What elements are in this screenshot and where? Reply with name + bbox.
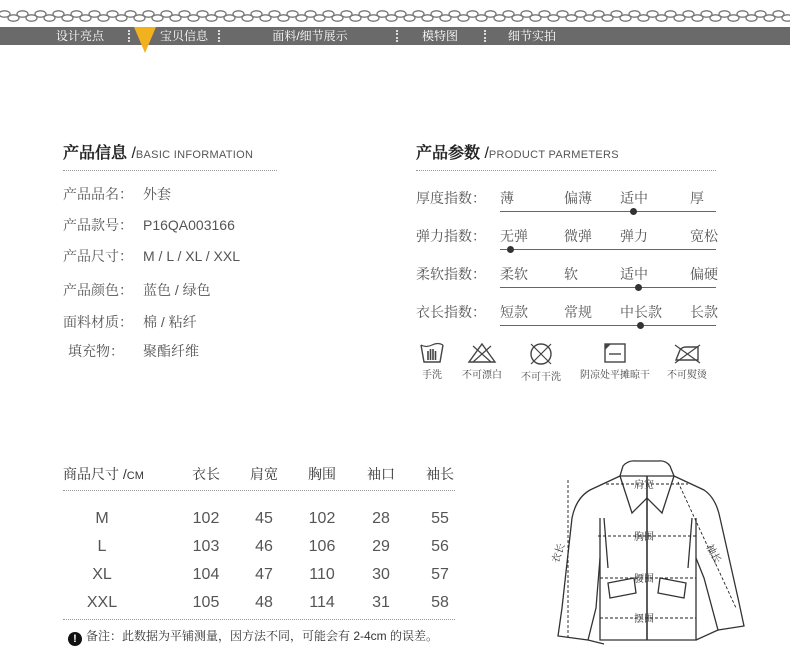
size-value: 47 [255, 566, 273, 583]
chain-border [0, 6, 790, 26]
param-option: 中长款 [620, 304, 662, 320]
divider [63, 619, 455, 620]
info-row-name: 产品品名： 外套 [63, 186, 171, 202]
shade-dry-flat-icon [603, 342, 627, 364]
size-col-chest: 胸围 [308, 466, 336, 482]
size-value: 48 [255, 594, 273, 611]
info-row-color: 产品颜色： 蓝色 / 绿色 [63, 282, 211, 298]
info-row-size: 产品尺寸： M / L / XL / XXL [63, 248, 241, 264]
param-option: 长款 [690, 304, 718, 320]
size-value: 57 [431, 566, 449, 583]
param-option: 宽松 [690, 228, 718, 244]
size-value: 46 [255, 538, 273, 555]
no-iron-icon [672, 342, 702, 364]
param-scale-line [500, 325, 716, 326]
param-row [416, 188, 726, 218]
no-bleach-icon [467, 342, 497, 364]
param-scale-line [500, 249, 716, 250]
diagram-label-shoulder: 肩宽 [634, 480, 654, 491]
param-label: 衣长指数： [416, 304, 486, 320]
param-row [416, 302, 726, 332]
size-col-length: 衣长 [192, 466, 220, 482]
active-tab-marker [134, 27, 156, 53]
info-row-style-no: 产品款号： P16QA003166 [63, 217, 235, 233]
divider [416, 170, 716, 171]
nav-divider [128, 30, 130, 42]
basic-info-subtitle: BASIC INFORMATION [135, 149, 254, 161]
param-option: 柔软 [500, 266, 528, 282]
size-col-cuff: 袖口 [367, 466, 395, 482]
info-row-material: 面料材质： 棉 / 粘纤 [63, 314, 197, 330]
size-label: L [97, 538, 107, 555]
care-hand-wash: 手洗 [416, 342, 448, 381]
size-value: 114 [309, 594, 335, 611]
nav-divider [396, 30, 398, 42]
size-value: 28 [372, 510, 390, 527]
alert-icon: ! [68, 632, 82, 646]
param-label: 柔软指数： [416, 266, 486, 282]
param-scale-line [500, 287, 716, 288]
size-value: 102 [308, 510, 336, 527]
size-value: 55 [431, 510, 449, 527]
size-value: 58 [431, 594, 449, 611]
tab-fabric-details[interactable]: 面料/细节展示 [272, 29, 348, 43]
size-value: 102 [192, 510, 220, 527]
size-value: 103 [192, 538, 220, 555]
size-value: 105 [192, 594, 220, 611]
size-value: 110 [309, 566, 335, 583]
params-title: 产品参数 /PRODUCT PARMETERS [416, 145, 619, 162]
param-option: 常规 [564, 304, 592, 320]
size-label: M [95, 510, 109, 527]
info-row-filling: 填充物： 聚酯纤维 [68, 343, 199, 359]
basic-info-title: 产品信息 /BASIC INFORMATION [63, 145, 254, 162]
measurement-diagram [548, 458, 788, 648]
diagram-label-waist: 腰围 [634, 574, 654, 585]
size-col-sleeve: 袖长 [426, 466, 454, 482]
param-option: 弹力 [620, 228, 648, 244]
param-label: 厚度指数： [416, 190, 486, 206]
param-option: 微弹 [564, 228, 592, 244]
tab-model-photos[interactable]: 模特图 [421, 29, 458, 43]
size-value: 31 [372, 594, 390, 611]
size-label: XXL [86, 594, 118, 611]
param-option: 适中 [620, 190, 648, 206]
size-value: 104 [192, 566, 220, 583]
nav-divider [484, 30, 486, 42]
care-no-dry-clean: 不可干洗 [518, 342, 564, 383]
param-label: 弹力指数： [416, 228, 486, 244]
diagram-label-hem: 摆围 [634, 614, 654, 625]
size-label: XL [92, 566, 112, 583]
diagram-label-length: 衣长 [550, 542, 568, 565]
divider [63, 170, 277, 171]
size-table-header-label: 商品尺寸 /CM [63, 466, 144, 482]
hand-wash-icon [419, 342, 445, 364]
param-option: 厚 [690, 190, 704, 206]
param-option: 软 [564, 266, 578, 282]
size-value: 30 [372, 566, 390, 583]
size-value: 45 [255, 510, 273, 527]
tab-design-highlights[interactable]: 设计亮点 [55, 29, 104, 43]
nav-divider [218, 30, 220, 42]
care-no-iron: 不可熨烫 [664, 342, 710, 381]
param-option: 短款 [500, 304, 528, 320]
size-col-shoulder: 肩宽 [250, 466, 278, 482]
care-shade-dry-flat: 阴凉处平摊晾干 [577, 342, 653, 381]
size-value: 56 [431, 538, 449, 555]
param-option: 偏硬 [690, 266, 718, 282]
diagram-label-chest: 胸围 [634, 532, 654, 543]
param-row [416, 264, 726, 294]
param-option: 适中 [620, 266, 648, 282]
size-value: 29 [372, 538, 390, 555]
param-option: 偏薄 [564, 190, 592, 206]
param-level-dot [635, 284, 642, 291]
tab-product-info[interactable]: 宝贝信息 [159, 29, 208, 43]
param-level-dot [637, 322, 644, 329]
diagram-label-sleeve: 袖长 [703, 542, 723, 566]
param-level-dot [630, 208, 637, 215]
params-subtitle: PRODUCT PARMETERS [488, 149, 619, 161]
measurement-note: ! 备注：此数据为平铺测量，因方法不同，可能会有 2-4cm 的误差。 [68, 627, 438, 646]
param-row [416, 226, 726, 256]
no-dry-clean-icon [528, 342, 554, 366]
param-option: 薄 [500, 190, 514, 206]
param-option: 无弹 [500, 228, 528, 244]
divider [63, 490, 455, 491]
param-level-dot [507, 246, 514, 253]
param-scale-line [500, 211, 716, 212]
size-value: 106 [308, 538, 336, 555]
care-no-bleach: 不可漂白 [459, 342, 505, 381]
section-nav-bar [0, 27, 790, 45]
tab-detail-photos[interactable]: 细节实拍 [507, 29, 556, 43]
